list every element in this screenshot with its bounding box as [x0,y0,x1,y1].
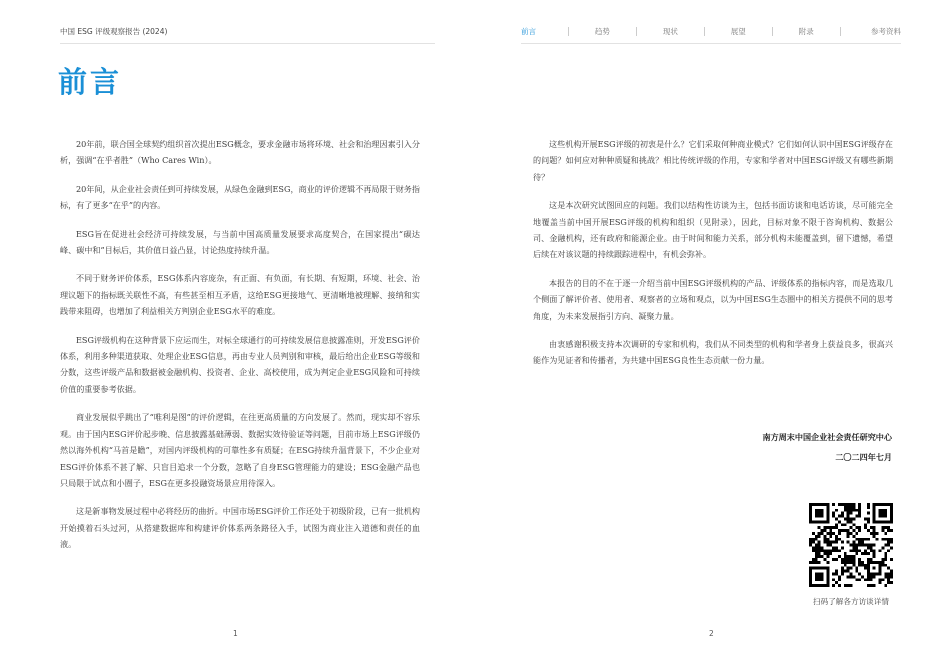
nav-tab-trends[interactable]: 趋势 [594,26,610,36]
paragraph: ESG旨在促进社会经济可持续发展，与当前中国高质量发展要求高度契合，在国家提出“碳达峰、碳中和”目标后，其价值日益凸显，讨论热度持续升温。 [60,228,420,256]
paragraph: 20年间，从企业社会责任到可持续发展，从绿色金融到ESG，商业的评价逻辑不再局限于财务指标，有了更多“在乎”的内容。 [60,183,420,211]
left-body [60,136,420,565]
paragraph: 这是本次研究试图回应的问题。我们以结构性访谈为主，包括书面访谈和电话访谈，尽可能完全地覆盖当前中国开展ESG评级的机构和组织（见附录），因此，目标对象不限于咨询机构、数据公司、金融机构，还有政府和能源企业。由于时间和能力关系，部分机构未能覆盖到，留下遗憾，希望后续在对该议题的持续跟踪进程中，有机会弥补。 [533,200,893,260]
signature-date: 二〇二四年七月 [835,452,892,462]
nav-tab-outlook[interactable]: 展望 [730,26,746,36]
qr-caption: 扫码了解各方访谈详情 [813,597,889,606]
header-divider [521,43,901,44]
paragraph: 商业发展似乎跳出了“唯利是图”的评价逻辑，在往更高质量的方向发展了。然而，现实却不容乐观。由于国内ESG评价起步晚、信息披露基础薄弱、数据实效待验证等问题，目前市场上ESG评级仍然以海外机构“马首是瞻”，对国内评级机构的可靠性多有质疑；在ESG持续升温背景下，不少企业对ESG评价体系不甚了解、只盲目追求一个分数，忽略了自身ESG管理能力的建设；ESG金融产品也只局限于试点和小圈子，ESG在更多投融资场景应用待深入。 [60,412,420,488]
document-title: 中国 ESG 评级观察报告 (2024) [60,27,168,36]
page-heading: 前言 [58,65,123,99]
page-number: 1 [233,629,238,638]
right-page [475,0,950,672]
paragraph: 由衷感谢积极支持本次调研的专家和机构，我们从不同类型的机构和学者身上获益良多，很高兴能作为见证者和传播者，为共建中国ESG良性生态贡献一份力量。 [533,339,893,366]
right-body [533,136,893,381]
paragraph: 20年前，联合国全球契约组织首次提出ESG概念，要求金融市场将环境、社会和治理因素引入分析，强调“在乎者胜”（Who Cares Win）。 [60,139,420,166]
qr-code-icon[interactable] [809,503,893,587]
paragraph: 这是新事物发展过程中必将经历的曲折。中国市场ESG评价工作还处于初级阶段，已有一批机构开始摸着石头过河，从搭建数据库和构建评价体系两条路径入手，试图为商业注入道德和责任的血液。 [60,506,420,550]
nav-tab-references[interactable]: 参考资料 [871,26,902,36]
paragraph: 不同于财务评价体系，ESG体系内容庞杂，有正面、有负面，有长期、有短期，环境、社会、治理议题下的指标既关联性不高，有些甚至相互矛盾，这给ESG更接地气、更清晰地被理解、接纳和实践带来阻碍，也增加了利益相关方判别企业ESG水平的难度。 [60,273,420,317]
nav-tab-appendix[interactable]: 附录 [798,26,814,36]
paragraph: 本报告的目的不在于逐一介绍当前中国ESG评级机构的产品、评级体系的指标内容，而是选取几个侧面了解评价者、使用者、观察者的立场和观点，以为中国ESG生态圈中的相关方提供不同的思考角度，为未来发展指引方向、凝聚力量。 [533,277,893,321]
paragraph: ESG评级机构在这种背景下应运而生，对标全球通行的可持续发展信息披露准则，开发ESG评价体系，利用多种渠道获取、处理企业ESG信息，再由专业人员判别和审核，最后给出企业ESG等级和分数，这些评级产品和数据被金融机构、投资者、企业、高校使用，成为判定企业ESG风险和可持续价值的重要参考依据。 [60,334,420,394]
nav-tab-preface[interactable]: 前言 [521,26,536,36]
paragraph: 这些机构开展ESG评级的初衷是什么？它们采取何种商业模式？它们如何认识中国ESG评级存在的问题？如何应对种种质疑和挑战？相比传统评级的作用，专家和学者对中国ESG评级又有哪些新期待？ [533,139,893,182]
page-number: 2 [709,629,714,638]
header-divider [60,43,435,44]
signature-org: 南方周末中国企业社会责任研究中心 [762,432,892,442]
nav-tab-status[interactable]: 现状 [662,26,678,36]
section-nav [521,24,901,38]
